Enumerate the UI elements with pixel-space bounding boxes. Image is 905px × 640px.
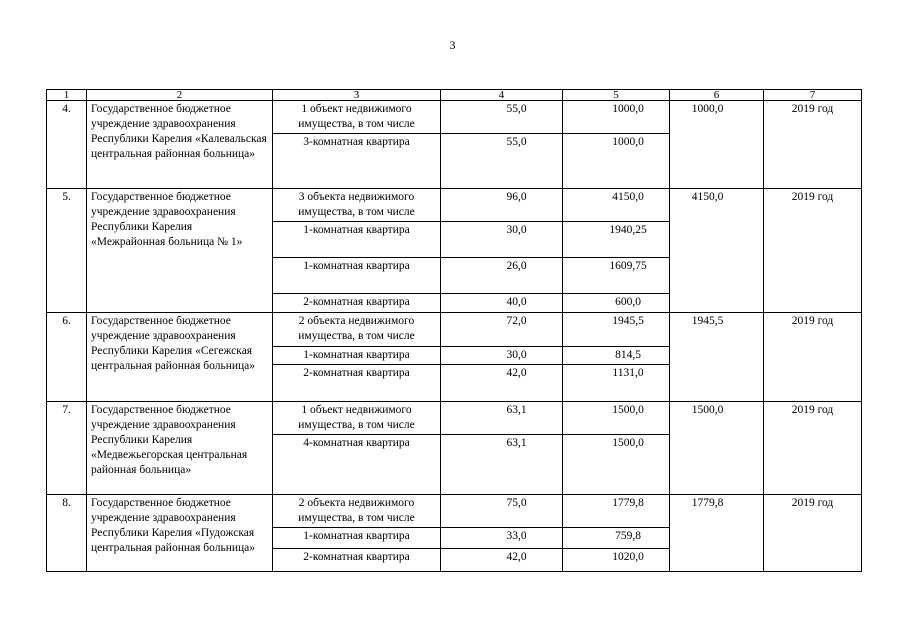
property-cost: 600,0 [563,294,670,313]
property-description: 2-комнатная квартира [273,549,441,572]
organization-name: Государственное бюджетное учреждение здравоохранения Республики Карелия «Сегежская центральная районная больница» [87,313,273,402]
property-area: 55,0 [441,134,563,189]
organization-name: Государственное бюджетное учреждение здравоохранения Республики Карелия «Медвежьегорская центральная районная больница» [87,402,273,495]
property-cost: 759,8 [563,528,670,549]
column-header: 1 [47,90,87,101]
row-number: 7. [47,402,87,495]
property-table [46,89,862,572]
property-area: 30,0 [441,222,563,258]
table-row [47,313,862,347]
column-header: 2 [87,90,273,101]
property-description: 3 объекта недвижимого имущества, в том числе [273,189,441,222]
row-number: 5. [47,189,87,313]
property-cost: 1940,25 [563,222,670,258]
row-number: 6. [47,313,87,402]
property-area: 40,0 [441,294,563,313]
organization-name: Государственное бюджетное учреждение здравоохранения Республики Карелия «Пудожская центральная районная больница» [87,495,273,572]
row-number: 4. [47,101,87,189]
property-description: 1 объект недвижимого имущества, в том числе [273,101,441,134]
year: 2019 год [764,495,862,572]
year: 2019 год [764,189,862,313]
property-cost: 814,5 [563,347,670,365]
total-cost: 1500,0 [670,402,764,495]
property-cost: 1779,8 [563,495,670,528]
property-description: 1-комнатная квартира [273,222,441,258]
property-description: 1-комнатная квартира [273,258,441,294]
page-number: 3 [449,38,456,52]
property-description: 1-комнатная квартира [273,528,441,549]
property-cost: 1131,0 [563,365,670,402]
property-cost: 1000,0 [563,134,670,189]
year: 2019 год [764,313,862,402]
table-row [47,495,862,528]
column-header: 5 [563,90,670,101]
property-area: 30,0 [441,347,563,365]
year: 2019 год [764,101,862,189]
property-description: 2-комнатная квартира [273,365,441,402]
property-area: 42,0 [441,365,563,402]
table-row [47,402,862,435]
property-cost: 4150,0 [563,189,670,222]
column-header: 6 [670,90,764,101]
property-cost: 1945,5 [563,313,670,347]
property-description: 2 объекта недвижимого имущества, в том числе [273,313,441,347]
property-area: 75,0 [441,495,563,528]
header-row [47,90,862,101]
property-cost: 1020,0 [563,549,670,572]
property-description: 3-комнатная квартира [273,134,441,189]
total-cost: 1000,0 [670,101,764,189]
property-area: 96,0 [441,189,563,222]
row-number: 8. [47,495,87,572]
organization-name: Государственное бюджетное учреждение здравоохранения Республики Карелия «Калевальская центральная районная больница» [87,101,273,189]
property-description: 4-комнатная квартира [273,435,441,495]
property-cost: 1500,0 [563,402,670,435]
organization-name: Государственное бюджетное учреждение здравоохранения Республики Карелия «Межрайонная больница № 1» [87,189,273,313]
property-area: 63,1 [441,435,563,495]
property-description: 2 объекта недвижимого имущества, в том числе [273,495,441,528]
column-header: 3 [273,90,441,101]
property-area: 33,0 [441,528,563,549]
property-cost: 1500,0 [563,435,670,495]
property-cost: 1609,75 [563,258,670,294]
column-header: 7 [764,90,862,101]
property-area: 26,0 [441,258,563,294]
property-description: 2-комнатная квартира [273,294,441,313]
total-cost: 4150,0 [670,189,764,313]
property-area: 42,0 [441,549,563,572]
total-cost: 1779,8 [670,495,764,572]
column-header: 4 [441,90,563,101]
total-cost: 1945,5 [670,313,764,402]
property-description: 1-комнатная квартира [273,347,441,365]
property-area: 55,0 [441,101,563,134]
table-row [47,189,862,222]
property-area: 63,1 [441,402,563,435]
table-row [47,101,862,134]
property-description: 1 объект недвижимого имущества, в том числе [273,402,441,435]
property-cost: 1000,0 [563,101,670,134]
property-area: 72,0 [441,313,563,347]
year: 2019 год [764,402,862,495]
